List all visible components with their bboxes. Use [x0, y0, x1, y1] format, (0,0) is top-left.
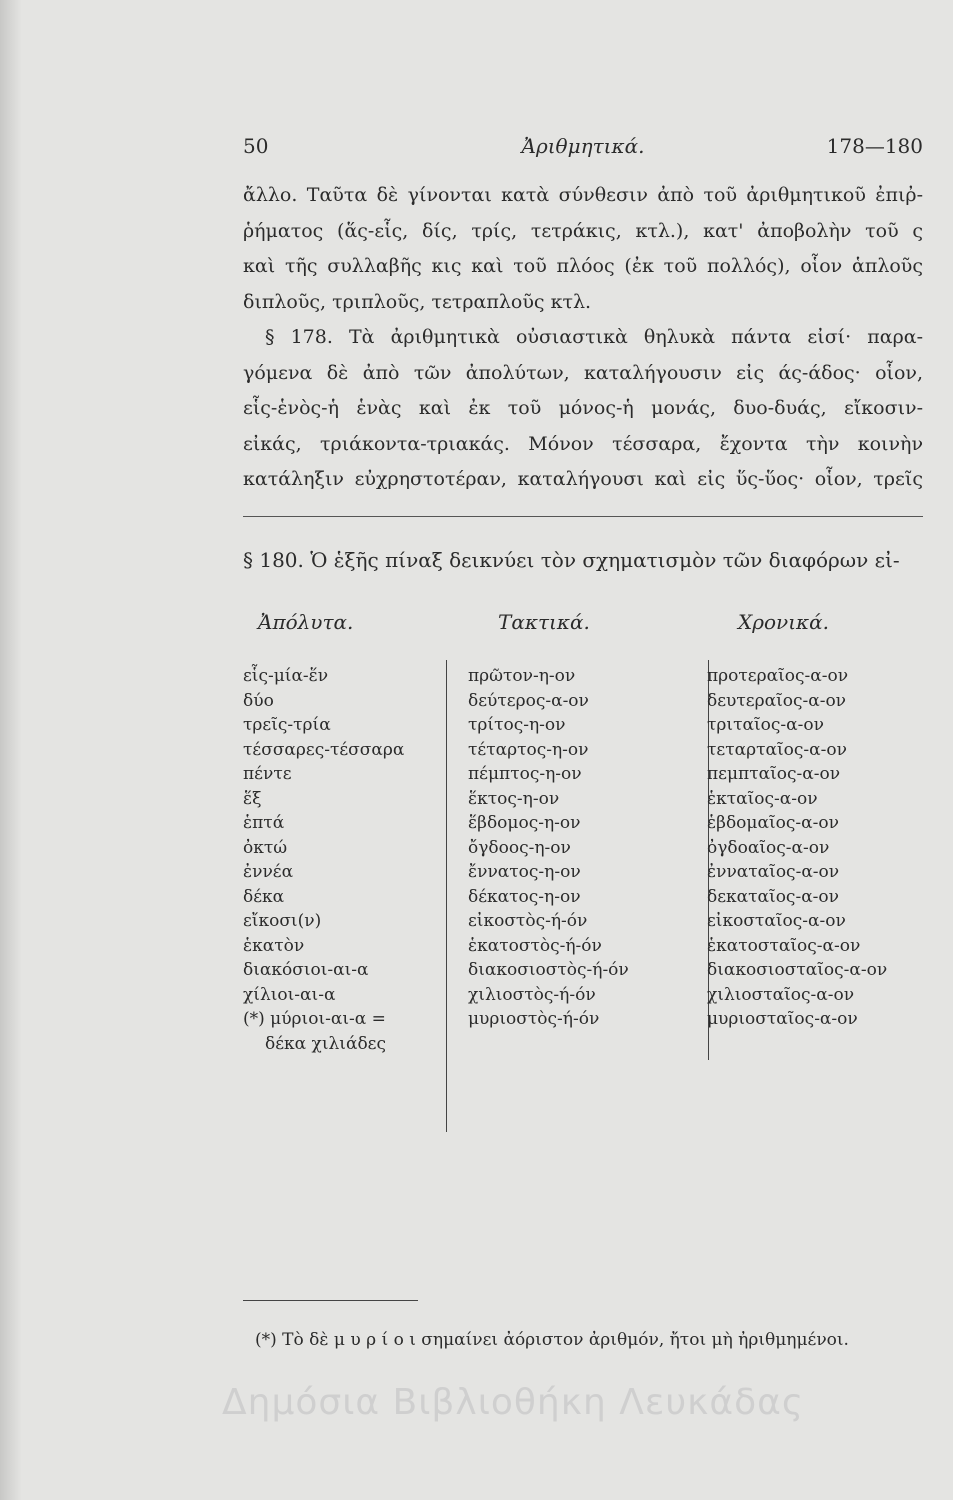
section-range: 178—180	[826, 134, 923, 158]
text-line: διπλοῦς, τριπλοῦς, τετραπλοῦς κτλ.	[243, 290, 592, 313]
table-cell: ἑβδομαῖος-α-ον	[707, 813, 839, 833]
table-cell: εἰκοστὸς-ή-όν	[468, 911, 588, 931]
table-cell: δέκα χιλιάδες	[265, 1033, 387, 1054]
table-cell: ἔννατος-η-ον	[468, 862, 581, 882]
table-cell: μυριοστὸς-ή-όν	[468, 1009, 600, 1029]
table-cell: τέταρτος-η-ον	[468, 739, 589, 760]
table-cell: δέκατος-η-ον	[468, 886, 581, 907]
table-cell: μυριοσταῖος-α-ον	[707, 1009, 858, 1029]
table-cell: προτεραῖος-α-ον	[707, 666, 849, 686]
binding-shadow	[0, 0, 22, 1500]
column-ordinal	[468, 664, 708, 1032]
table-cell: εἰκοσταῖος-α-ον	[707, 911, 846, 931]
library-watermark: Δημόσια Βιβλιοθήκη Λευκάδας	[222, 1382, 804, 1423]
table-cell: τρίτος-η-ον	[468, 715, 566, 735]
running-title: Ἀριθμητικά.	[521, 134, 645, 158]
table-cell: τέσσαρες-τέσσαρα	[243, 739, 405, 760]
text-line: γόμενα δὲ ἀπὸ τῶν ἀπολύτων, καταλήγουσιν εἰς άς-άδος· οἷον,	[243, 361, 923, 384]
table-cell: δύο	[243, 690, 274, 711]
table-cell: (*) μύριοι-αι-α =	[243, 1009, 386, 1029]
table-cell: διακοσιοσταῖος-α-ον	[707, 960, 888, 980]
text-line: καὶ τῆς συλλαβῆς κις καὶ τοῦ πλόος (ἐκ τοῦ πολλός), οἷον ἁπλοῦς	[243, 255, 923, 277]
table-cell: χιλιοστὸς-ή-όν	[468, 984, 596, 1005]
header-temporal: Χρονικά.	[738, 610, 830, 634]
table-cell: ἑκταῖος-α-ον	[707, 788, 818, 809]
footnote: (*) Τὸ δὲ μ υ ρ ί ο ι σημαίνει ἀόριστον ἀριθμόν, ἤτοι μὴ ἠριθμημένοι.	[255, 1330, 849, 1350]
column-temporal	[707, 664, 927, 1032]
page-number: 50	[243, 134, 269, 158]
table-cell: ἑπτά	[243, 813, 285, 833]
table-divider-left	[446, 660, 447, 1132]
table-cell: ἕβδομος-η-ον	[468, 813, 581, 833]
section-divider	[243, 516, 923, 517]
table-cell: δεύτερος-α-ον	[468, 690, 589, 711]
table-cell: ἐνναταῖος-α-ον	[707, 862, 840, 882]
table-cell: ὄγδοος-η-ον	[468, 837, 571, 858]
table-cell: δέκα	[243, 886, 285, 907]
text-line: κατάληξιν εὐχρηστοτέραν, καταλήγουσι καὶ εἰς ὕς-ὕος· οἷον, τρεῖς	[243, 468, 923, 490]
table-cell: ἑκατὸν	[243, 935, 305, 956]
table-cell: διακοσιοστὸς-ή-όν	[468, 960, 629, 980]
table-cell: δεκαταῖος-α-ον	[707, 886, 839, 907]
text-line: εἷς-ἑνὸς-ἡ ἑνὰς καὶ ἐκ τοῦ μόνος-ἡ μονάς, δυο-δυάς, εἴκοσιν-	[243, 397, 923, 419]
text-line: ἄλλο. Ταῦτα δὲ γίνονται κατὰ σύνθεσιν ἀπὸ τοῦ ἀριθμητικοῦ ἐπιῤ-	[243, 184, 923, 206]
table-cell: πέμπτος-η-ον	[468, 764, 582, 784]
table-cell: ἕξ	[243, 788, 262, 809]
header-ordinal: Τακτικά.	[498, 610, 590, 634]
table-cell: ἕκτος-η-ον	[468, 788, 560, 809]
table-cell: ὀγδοαῖος-α-ον	[707, 837, 830, 858]
table-cell: ὀκτώ	[243, 837, 288, 858]
footnote-rule	[243, 1300, 418, 1301]
table-cell: πέντε	[243, 764, 292, 784]
table-cell: ἑκατοσταῖος-α-ον	[707, 935, 861, 956]
column-absolute	[243, 664, 443, 1056]
table-cell: ἐννέα	[243, 862, 294, 882]
table-cell: εἷς-μία-ἕν	[243, 666, 329, 686]
table-cell: εἴκοσι(ν)	[243, 911, 322, 931]
body-paragraph	[243, 178, 923, 498]
table-cell: δευτεραῖος-α-ον	[707, 690, 847, 711]
table-cell: τριταῖος-α-ον	[707, 715, 824, 735]
text-line: εἰκάς, τριάκοντα-τριακάς. Μόνον τέσσαρα, ἔχοντα τὴν κοινὴν	[243, 432, 923, 455]
section-180-heading: § 180. Ὁ ἑξῆς πίναξ δεικνύει τὸν σχηματισμὸν τῶν διαφόρων εἰ-	[243, 548, 900, 572]
table-cell: χιλιοσταῖος-α-ον	[707, 984, 855, 1005]
table-cell: διακόσιοι-αι-α	[243, 960, 369, 980]
table-cell: πεμπταῖος-α-ον	[707, 764, 841, 784]
text-line: ῥήματος (ἅς-εἷς, δίς, τρίς, τετράκις, κτλ.), κατ' ἀποβολὴν τοῦ ς	[243, 219, 923, 242]
table-cell: χίλιοι-αι-α	[243, 984, 336, 1005]
table-cell: τρεῖς-τρία	[243, 715, 331, 735]
table-headers	[243, 610, 933, 640]
page-header	[243, 134, 923, 164]
text-line: § 178. Τὰ ἀριθμητικὰ οὐσιαστικὰ θηλυκὰ πάντα εἰσί· παρα-	[265, 326, 923, 348]
table-cell: τεταρταῖος-α-ον	[707, 739, 847, 760]
table-cell: ἑκατοστὸς-ή-όν	[468, 935, 602, 956]
table-cell: πρῶτον-η-ον	[468, 666, 576, 686]
header-absolute: Ἀπόλυτα.	[258, 610, 354, 634]
